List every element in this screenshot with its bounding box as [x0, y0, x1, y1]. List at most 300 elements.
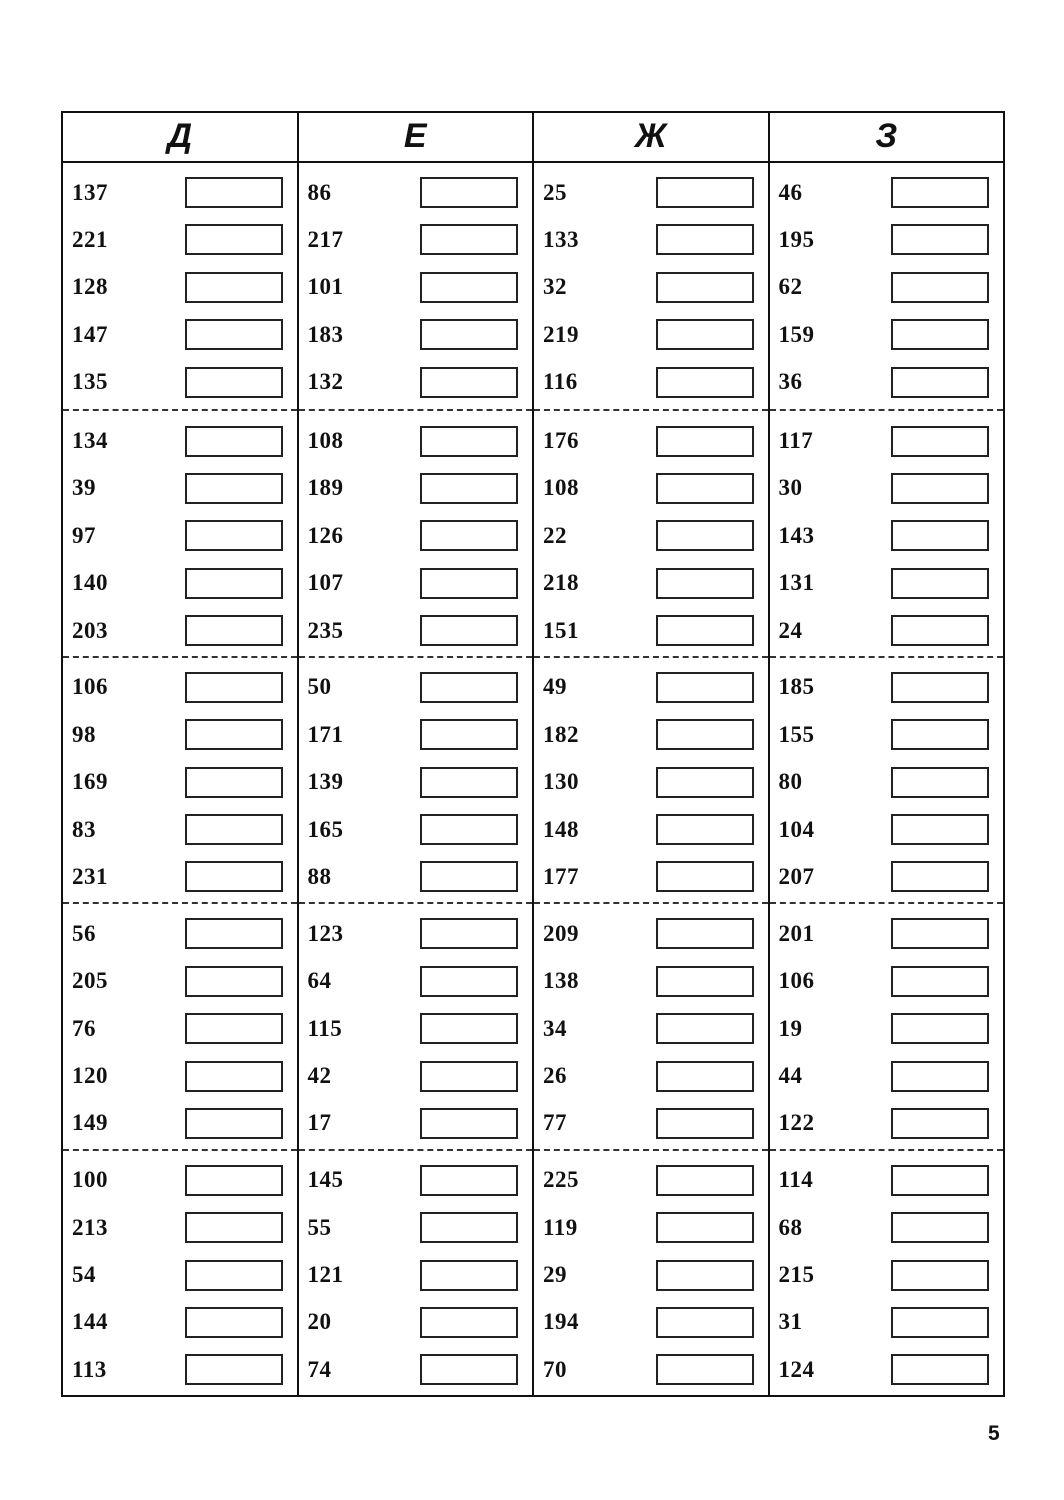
problem-number: 145 — [307, 1167, 344, 1193]
list-item — [63, 169, 297, 216]
problem-number: 101 — [307, 274, 344, 300]
list-item — [534, 169, 768, 216]
problem-number: 151 — [543, 617, 579, 643]
column-4 — [768, 113, 1004, 1395]
problem-number: 120 — [72, 1063, 108, 1089]
answer-box[interactable] — [891, 719, 989, 750]
problem-number: 123 — [307, 920, 344, 946]
problem-number: 34 — [543, 1015, 567, 1041]
answer-box[interactable] — [656, 520, 754, 551]
list-item — [770, 1005, 1004, 1052]
problem-number: 19 — [778, 1015, 803, 1041]
answer-box[interactable] — [420, 224, 518, 255]
problem-number: 31 — [778, 1309, 803, 1335]
answer-box[interactable] — [185, 1165, 283, 1196]
list-item — [299, 358, 533, 405]
problem-number: 218 — [543, 570, 579, 596]
answer-box[interactable] — [656, 473, 754, 504]
answer-box[interactable] — [656, 1212, 754, 1243]
problem-number: 143 — [778, 522, 815, 548]
list-item — [63, 759, 297, 806]
list-item — [63, 1346, 297, 1393]
list-item — [770, 311, 1004, 358]
answer-box[interactable] — [656, 1260, 754, 1291]
answer-box[interactable] — [420, 861, 518, 892]
answer-box[interactable] — [420, 568, 518, 599]
answer-box[interactable] — [185, 1307, 283, 1338]
list-item — [63, 264, 297, 311]
problem-number: 195 — [778, 226, 815, 252]
answer-box[interactable] — [891, 861, 989, 892]
problem-number: 215 — [778, 1262, 815, 1288]
answer-box[interactable] — [420, 473, 518, 504]
answer-box[interactable] — [185, 272, 283, 303]
list-item — [299, 1299, 533, 1346]
answer-box[interactable] — [891, 520, 989, 551]
list-item — [299, 1204, 533, 1251]
answer-sheet-table — [61, 111, 1005, 1397]
problem-number: 76 — [72, 1015, 96, 1041]
problem-number: 176 — [543, 428, 579, 453]
answer-box[interactable] — [891, 1165, 989, 1196]
list-item — [299, 264, 533, 311]
problem-number: 117 — [778, 428, 814, 453]
problem-number: 133 — [543, 226, 579, 252]
problem-number: 132 — [307, 369, 344, 395]
answer-box[interactable] — [656, 367, 754, 398]
list-item — [534, 910, 768, 957]
list-item — [299, 216, 533, 263]
list-item — [63, 358, 297, 405]
list-item — [770, 806, 1004, 853]
answer-box[interactable] — [185, 1354, 283, 1385]
list-item — [770, 1100, 1004, 1147]
problem-number: 24 — [778, 617, 803, 643]
problem-number: 97 — [72, 522, 96, 548]
problem-number: 25 — [543, 179, 567, 205]
problem-number: 50 — [307, 674, 332, 700]
problem-number: 26 — [543, 1063, 567, 1089]
problem-number: 106 — [72, 674, 108, 700]
answer-box[interactable] — [420, 1354, 518, 1385]
problem-number: 139 — [307, 769, 344, 795]
list-item — [299, 759, 533, 806]
list-item — [299, 311, 533, 358]
list-item — [770, 1251, 1004, 1298]
answer-box[interactable] — [185, 672, 283, 703]
answer-box[interactable] — [656, 861, 754, 892]
answer-box[interactable] — [420, 426, 518, 457]
problem-number: 98 — [72, 721, 96, 747]
problem-number: 201 — [778, 920, 815, 946]
problem-number: 100 — [72, 1167, 108, 1193]
answer-box[interactable] — [656, 177, 754, 208]
answer-box[interactable] — [185, 918, 283, 949]
problem-number: 126 — [307, 522, 344, 548]
list-item — [63, 806, 297, 853]
list-item — [299, 1157, 533, 1204]
answer-box[interactable] — [420, 1108, 518, 1139]
list-item — [299, 465, 533, 512]
row-group — [299, 163, 533, 409]
answer-box[interactable] — [185, 966, 283, 997]
answer-box[interactable] — [420, 1307, 518, 1338]
answer-box[interactable] — [891, 272, 989, 303]
list-item — [534, 216, 768, 263]
answer-box[interactable] — [656, 918, 754, 949]
problem-number: 32 — [543, 274, 567, 300]
answer-box[interactable] — [656, 672, 754, 703]
problem-number: 137 — [72, 179, 108, 205]
answer-box[interactable] — [185, 861, 283, 892]
row-group — [63, 902, 297, 1148]
answer-box[interactable] — [420, 1212, 518, 1243]
answer-box[interactable] — [891, 177, 989, 208]
list-item — [534, 465, 768, 512]
problem-number: 108 — [307, 428, 344, 453]
list-item — [63, 465, 297, 512]
list-item — [299, 664, 533, 711]
answer-box[interactable] — [656, 1354, 754, 1385]
answer-box[interactable] — [656, 966, 754, 997]
answer-box[interactable] — [891, 1108, 989, 1139]
answer-box[interactable] — [420, 814, 518, 845]
list-item — [770, 465, 1004, 512]
problem-number: 17 — [307, 1110, 332, 1136]
problem-number: 49 — [543, 674, 567, 700]
problem-number: 30 — [778, 475, 803, 501]
answer-box[interactable] — [656, 1165, 754, 1196]
list-item — [770, 607, 1004, 654]
list-item — [770, 759, 1004, 806]
problem-number: 64 — [307, 968, 332, 994]
problem-number: 155 — [778, 721, 815, 747]
row-group — [770, 409, 1004, 655]
answer-box[interactable] — [185, 319, 283, 350]
row-group — [534, 163, 768, 409]
problem-number: 74 — [307, 1356, 332, 1382]
list-item — [770, 512, 1004, 559]
list-item — [63, 1052, 297, 1099]
list-item — [534, 1157, 768, 1204]
problem-number: 171 — [307, 721, 344, 747]
answer-box[interactable] — [656, 1061, 754, 1092]
list-item — [299, 1100, 533, 1147]
list-item — [770, 853, 1004, 900]
problem-number: 149 — [72, 1110, 108, 1136]
answer-box[interactable] — [185, 367, 283, 398]
answer-box[interactable] — [185, 224, 283, 255]
list-item — [63, 607, 297, 654]
answer-box[interactable] — [891, 1354, 989, 1385]
list-item — [534, 311, 768, 358]
list-item — [534, 559, 768, 606]
list-item — [534, 958, 768, 1005]
answer-box[interactable] — [185, 719, 283, 750]
row-group — [299, 409, 533, 655]
row-group — [534, 409, 768, 655]
problem-number: 221 — [72, 226, 108, 252]
list-item — [534, 711, 768, 758]
problem-number: 209 — [543, 920, 579, 946]
answer-box[interactable] — [891, 615, 989, 646]
answer-box[interactable] — [891, 814, 989, 845]
problem-number: 56 — [72, 920, 96, 946]
problem-number: 108 — [543, 475, 579, 501]
problem-number: 235 — [307, 617, 344, 643]
problem-number: 144 — [72, 1309, 108, 1335]
answer-box[interactable] — [656, 224, 754, 255]
problem-number: 203 — [72, 617, 108, 643]
list-item — [299, 711, 533, 758]
problem-number: 231 — [72, 863, 108, 889]
list-item — [63, 853, 297, 900]
answer-box[interactable] — [420, 1013, 518, 1044]
answer-box[interactable] — [891, 224, 989, 255]
problem-number: 140 — [72, 570, 108, 596]
answer-box[interactable] — [185, 814, 283, 845]
list-item — [299, 169, 533, 216]
problem-number: 115 — [307, 1015, 343, 1041]
column-header: Е — [299, 113, 533, 163]
list-item — [534, 1005, 768, 1052]
list-item — [63, 559, 297, 606]
problem-number: 54 — [72, 1262, 96, 1288]
answer-box[interactable] — [656, 568, 754, 599]
list-item — [534, 1100, 768, 1147]
answer-box[interactable] — [185, 426, 283, 457]
list-item — [770, 417, 1004, 464]
answer-box[interactable] — [420, 367, 518, 398]
answer-box[interactable] — [891, 1212, 989, 1243]
list-item — [770, 1052, 1004, 1099]
list-item — [299, 1005, 533, 1052]
problem-number: 36 — [778, 369, 803, 395]
row-group — [63, 409, 297, 655]
problem-number: 213 — [72, 1214, 108, 1240]
answer-box[interactable] — [891, 568, 989, 599]
problem-number: 107 — [307, 570, 344, 596]
list-item — [299, 512, 533, 559]
list-item — [299, 559, 533, 606]
list-item — [534, 358, 768, 405]
answer-box[interactable] — [891, 367, 989, 398]
column-1 — [63, 113, 297, 1395]
list-item — [63, 1204, 297, 1251]
list-item — [770, 1157, 1004, 1204]
answer-box[interactable] — [891, 1013, 989, 1044]
answer-box[interactable] — [185, 177, 283, 208]
answer-box[interactable] — [891, 1260, 989, 1291]
problem-number: 128 — [72, 274, 108, 300]
page-number: 5 — [988, 1422, 1000, 1445]
answer-box[interactable] — [420, 520, 518, 551]
problem-number: 189 — [307, 475, 344, 501]
answer-box[interactable] — [420, 1260, 518, 1291]
answer-box[interactable] — [185, 473, 283, 504]
list-item — [770, 1346, 1004, 1393]
problem-number: 55 — [307, 1214, 332, 1240]
answer-box[interactable] — [656, 1013, 754, 1044]
problem-number: 217 — [307, 226, 344, 252]
list-item — [534, 1204, 768, 1251]
row-group — [770, 902, 1004, 1148]
answer-box[interactable] — [656, 615, 754, 646]
problem-number: 159 — [778, 321, 815, 347]
list-item — [534, 664, 768, 711]
column-header: Ж — [534, 113, 768, 163]
list-item — [63, 1005, 297, 1052]
row-group — [299, 1149, 533, 1395]
list-item — [63, 958, 297, 1005]
answer-box[interactable] — [656, 1108, 754, 1139]
problem-number: 147 — [72, 321, 108, 347]
answer-box[interactable] — [185, 1013, 283, 1044]
list-item — [770, 264, 1004, 311]
list-item — [534, 1251, 768, 1298]
problem-number: 20 — [307, 1309, 332, 1335]
row-group — [770, 656, 1004, 902]
list-item — [299, 806, 533, 853]
answer-box[interactable] — [185, 520, 283, 551]
problem-number: 194 — [543, 1309, 579, 1335]
problem-number: 62 — [778, 274, 803, 300]
list-item — [534, 417, 768, 464]
column-2 — [297, 113, 533, 1395]
list-item — [63, 512, 297, 559]
row-group — [63, 656, 297, 902]
list-item — [534, 1052, 768, 1099]
problem-number: 113 — [72, 1356, 107, 1382]
column-3 — [532, 113, 768, 1395]
problem-number: 135 — [72, 369, 108, 395]
list-item — [534, 1299, 768, 1346]
list-item — [770, 664, 1004, 711]
list-item — [770, 358, 1004, 405]
list-item — [534, 607, 768, 654]
problem-number: 86 — [307, 179, 332, 205]
list-item — [770, 1299, 1004, 1346]
problem-number: 88 — [307, 863, 332, 889]
problem-number: 205 — [72, 968, 108, 994]
problem-number: 42 — [307, 1063, 332, 1089]
problem-number: 138 — [543, 968, 579, 994]
problem-number: 225 — [543, 1167, 579, 1193]
answer-box[interactable] — [891, 966, 989, 997]
answer-box[interactable] — [656, 1307, 754, 1338]
answer-box[interactable] — [891, 319, 989, 350]
answer-box[interactable] — [185, 1061, 283, 1092]
list-item — [770, 711, 1004, 758]
problem-number: 148 — [543, 816, 579, 842]
problem-number: 177 — [543, 863, 579, 889]
answer-box[interactable] — [656, 814, 754, 845]
answer-box[interactable] — [420, 615, 518, 646]
problem-number: 183 — [307, 321, 344, 347]
problem-number: 77 — [543, 1110, 567, 1136]
row-group — [534, 1149, 768, 1395]
answer-box[interactable] — [185, 615, 283, 646]
answer-box[interactable] — [420, 1165, 518, 1196]
answer-box[interactable] — [420, 272, 518, 303]
answer-box[interactable] — [420, 319, 518, 350]
answer-box[interactable] — [891, 672, 989, 703]
answer-box[interactable] — [891, 426, 989, 457]
problem-number: 46 — [778, 179, 803, 205]
problem-number: 80 — [778, 769, 803, 795]
problem-number: 119 — [543, 1214, 578, 1240]
list-item — [63, 216, 297, 263]
problem-number: 219 — [543, 321, 579, 347]
row-group — [63, 163, 297, 409]
list-item — [63, 1100, 297, 1147]
answer-box[interactable] — [656, 319, 754, 350]
problem-number: 39 — [72, 475, 96, 501]
list-item — [299, 417, 533, 464]
answer-box[interactable] — [656, 767, 754, 798]
answer-box[interactable] — [420, 177, 518, 208]
row-group — [534, 656, 768, 902]
problem-number: 207 — [778, 863, 815, 889]
list-item — [770, 1204, 1004, 1251]
column-header: Д — [63, 113, 297, 163]
list-item — [770, 910, 1004, 957]
list-item — [534, 512, 768, 559]
problem-number: 116 — [543, 369, 578, 395]
problem-number: 182 — [543, 721, 579, 747]
answer-box[interactable] — [420, 672, 518, 703]
problem-number: 165 — [307, 816, 344, 842]
problem-number: 70 — [543, 1356, 567, 1382]
answer-box[interactable] — [656, 719, 754, 750]
answer-box[interactable] — [891, 473, 989, 504]
answer-box[interactable] — [891, 918, 989, 949]
answer-box[interactable] — [185, 1260, 283, 1291]
answer-box[interactable] — [420, 719, 518, 750]
problem-number: 104 — [778, 816, 815, 842]
answer-box[interactable] — [891, 767, 989, 798]
answer-box[interactable] — [185, 568, 283, 599]
list-item — [770, 216, 1004, 263]
list-item — [770, 958, 1004, 1005]
list-item — [770, 559, 1004, 606]
answer-box[interactable] — [656, 272, 754, 303]
answer-box[interactable] — [420, 966, 518, 997]
problem-number: 106 — [778, 968, 815, 994]
row-group — [770, 163, 1004, 409]
answer-box[interactable] — [420, 767, 518, 798]
list-item — [63, 664, 297, 711]
answer-box[interactable] — [185, 1108, 283, 1139]
answer-box[interactable] — [891, 1307, 989, 1338]
problem-number: 44 — [778, 1063, 803, 1089]
answer-box[interactable] — [185, 1212, 283, 1243]
answer-box[interactable] — [420, 1061, 518, 1092]
problem-number: 131 — [778, 570, 815, 596]
list-item — [63, 1299, 297, 1346]
answer-box[interactable] — [656, 426, 754, 457]
problem-number: 22 — [543, 522, 567, 548]
list-item — [63, 1251, 297, 1298]
list-item — [63, 311, 297, 358]
answer-box[interactable] — [185, 767, 283, 798]
list-item — [299, 607, 533, 654]
answer-box[interactable] — [420, 918, 518, 949]
list-item — [63, 1157, 297, 1204]
problem-number: 68 — [778, 1214, 803, 1240]
answer-box[interactable] — [891, 1061, 989, 1092]
column-header: З — [770, 113, 1004, 163]
